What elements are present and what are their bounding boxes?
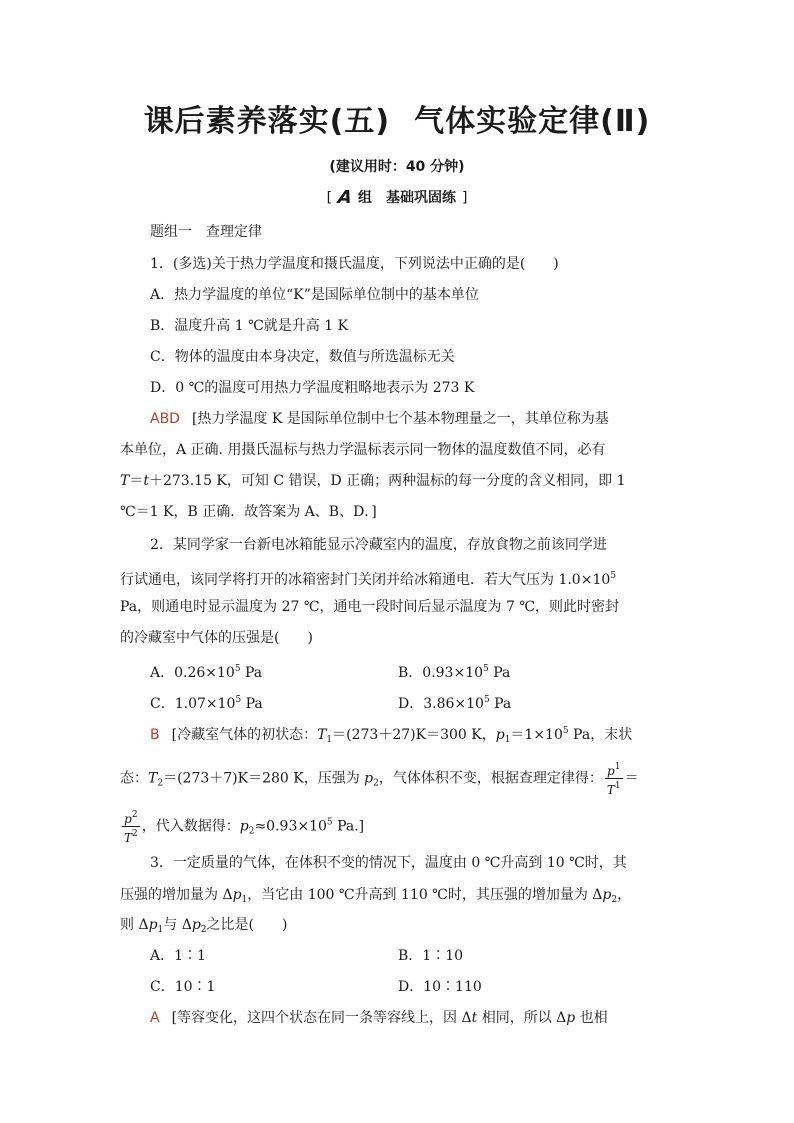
- q1-explanation-line4: ℃＝1 K，B 正确．故答案为 A、B、D．]: [120, 504, 377, 520]
- q3-option-b: B．1∶10: [398, 948, 464, 964]
- q3-stem-line2: 压强的增加量为 $\Delta p_1$，当它由 100 ℃升高到 110 ℃时，其压强的增加量为 $\Delta p_2$，: [120, 887, 632, 905]
- q1-answer: ABD: [150, 411, 180, 427]
- q2-explanation-line2: 态：$T_2=(273+7)K=280$ K，压强为 $p_2$，气体体积不变，根据查理定律得： $\frac{p^1}{T^1}$ ＝: [120, 762, 639, 797]
- q2-stem-line3: Pa，则通电时显示温度为 27 ℃，通电一段时间后显示温度为 7 ℃，则此时密封: [120, 599, 619, 615]
- q1-explanation-line1: ABD [热力学温度 K 是国际单位制中七个基本物理量之一，其单位称为基: [150, 411, 609, 427]
- section-label: 题组一 查理定律: [150, 224, 262, 240]
- q2-option-c: C．$1.07\times 10^5$ Pa: [150, 695, 263, 712]
- q2-stem-line1: 2．某同学家一台新电冰箱能显示冷藏室内的温度，存放食物之前该同学进: [150, 537, 607, 553]
- q3-option-d: D．10∶110: [398, 979, 482, 995]
- q3-option-a: A．1∶1: [150, 948, 206, 964]
- title-left: 课后素养落实(五): [143, 104, 391, 139]
- q3-answer: A: [150, 1010, 160, 1026]
- q2-explanation-line1: B [冷藏室气体的初状态：$T_1=(273+27)K=300$ K，$p_1=1\times 10^5$ Pa，末状: [150, 726, 633, 745]
- q1-explanation-line3: T＝t＋273.15 K，可知 C 错误，D 正确；两种温标的每一分度的含义相同，即 1: [120, 473, 626, 489]
- q3-explanation-line1: A [等容变化，这四个状态在同一条等容线上，因 Δt 相同，所以 Δp 也相: [150, 1010, 608, 1026]
- q2-stem-line2: 行试通电，该同学将打开的冰箱密封门关闭并给冰箱通电．若大气压为 $1.0\times 10^5$: [120, 571, 616, 588]
- q2-option-a: A．$0.26\times 10^5$ Pa: [150, 664, 263, 681]
- q3-option-c: C．10∶1: [150, 979, 216, 995]
- q2-explanation-line3: $\frac{p^2}{T^2}$ ，代入数据得：$p_2\approx 0.93\times 10^5$ Pa.]: [124, 810, 365, 845]
- q2-stem-line4: 的冷藏室中气体的压强是( ): [120, 630, 313, 646]
- q3-stem-line1: 3．一定质量的气体，在体积不变的情况下，温度由 0 ℃升高到 10 ℃时，其: [150, 855, 627, 871]
- q2-option-d: D．$3.86\times 10^5$ Pa: [398, 695, 512, 712]
- q2-option-b: B．$0.93\times 10^5$ Pa: [398, 664, 511, 681]
- fraction-p1-t1: $\frac{p^1}{T^1}$: [606, 762, 621, 797]
- q1-option-b: B．温度升高 1 ℃就是升高 1 K: [150, 318, 349, 334]
- fraction-p2-t2: $\frac{p^2}{T^2}$: [124, 810, 138, 845]
- q1-option-c: C．物体的温度由本身决定，数值与所选温标无关: [150, 349, 455, 365]
- q1-option-d: D．0 ℃的温度可用热力学温度粗略地表示为 273 K: [150, 380, 475, 396]
- time-note: (建议用时：40 分钟): [329, 159, 465, 175]
- group-label: 组 基础巩固练: [357, 190, 456, 206]
- q1-stem: 1．(多选)关于热力学温度和摄氏温度，下列说法中正确的是( ): [150, 256, 559, 272]
- page-title: [0, 96, 794, 140]
- title-right: 气体实验定律(Ⅱ): [414, 104, 651, 139]
- group-heading: [ A 组 基础巩固练 ]: [326, 187, 468, 208]
- q1-explanation-line2: 本单位，A 正确. 用摄氏温标与热力学温标表示同一物体的温度数值不同，必有: [120, 442, 606, 458]
- q2-answer: B: [150, 727, 160, 743]
- q3-stem-line3: 则 $\Delta p_1$与 $\Delta p_2$之比是( ): [120, 917, 288, 935]
- q1-option-a: A．热力学温度的单位“K”是国际单位制中的基本单位: [150, 287, 479, 303]
- group-badge: A: [336, 187, 354, 208]
